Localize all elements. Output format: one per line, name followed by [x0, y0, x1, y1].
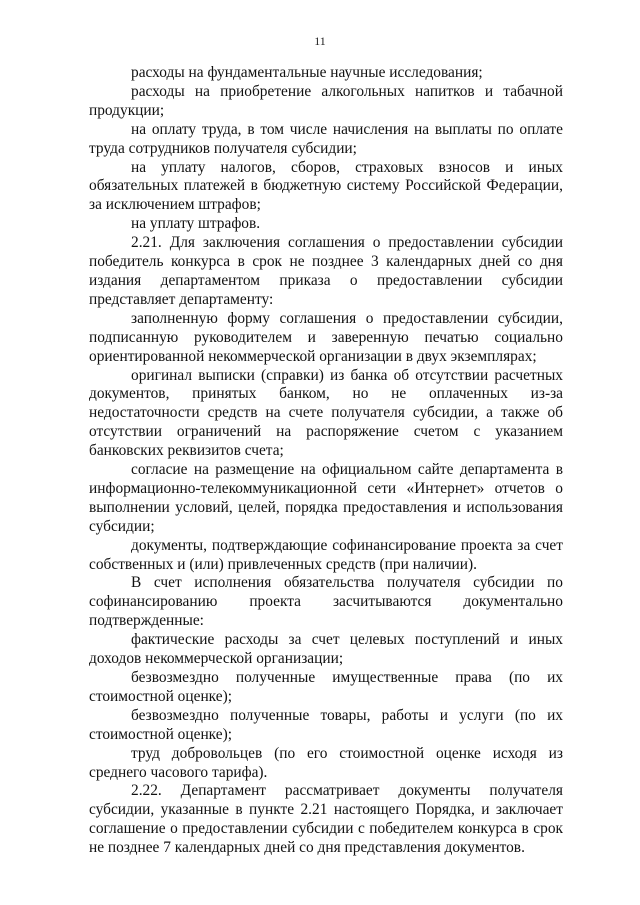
paragraph: 2.21. Для заключения соглашения о предоставлении субсидии победитель конкурса в срок не позднее 3 календарных дней со дня издания департаментом приказа о предоставлении субсидии представляет департаменту: [89, 234, 563, 308]
paragraph: документы, подтверждающие софинансирование проекта за счет собственных и (или) привлеченных средств (при наличии). [89, 536, 563, 573]
paragraph: В счет исполнения обязательства получателя субсидии по софинансированию проекта засчитываются документально подтвержденные: [89, 574, 563, 630]
paragraph: безвозмездно полученные имущественные права (по их стоимостной оценке); [89, 669, 563, 705]
paragraph: на оплату труда, в том числе начисления на выплаты по оплате труда сотрудников получателя субсидии; [89, 120, 563, 157]
paragraph: расходы на фундаментальные научные исследования; [131, 64, 483, 81]
page-number: 11 [314, 34, 326, 48]
paragraph: согласие на размещение на официальном сайте департамента в информационно-телекоммуникационной сети «Интернет» отчетов о выполнении условий, целей, порядка предоставления и использования субсидии; [89, 461, 563, 535]
paragraph: фактические расходы за счет целевых поступлений и иных доходов некоммерческой организации; [89, 631, 563, 668]
document-body [89, 64, 563, 858]
paragraph: безвозмездно полученные товары, работы и услуги (по их стоимостной оценке); [89, 706, 563, 743]
paragraph: оригинал выписки (справки) из банка об отсутствии расчетных документов, принятых банком, но не оплаченных из-за недостаточности средств на счете получателя субсидии, а также об отсутствии ограничений на распоряжение счетом с указанием банковских реквизитов счета; [89, 366, 563, 460]
paragraph: заполненную форму соглашения о предоставлении субсидии, подписанную руководителем и заверенную печатью социально ориентированной некоммерческой организации в двух экземплярах; [89, 309, 563, 365]
paragraph: расходы на приобретение алкогольных напитков и табачной продукции; [89, 82, 563, 119]
paragraph: 2.22. Департамент рассматривает документы получателя субсидии, указанные в пункте 2.21 настоящего Порядка, и заключает соглашение о предоставлении субсидии с победителем конкурса в срок не позднее 7 календарных дней со дня представления документов. [89, 782, 563, 857]
paragraph: труд добровольцев (по его стоимостной оценке исходя из среднего часового тарифа). [89, 744, 563, 781]
paragraph: на уплату штрафов. [131, 215, 261, 233]
paragraph: на уплату налогов, сборов, страховых взносов и иных обязательных платежей в бюджетную систему Российской Федерации, за исключением штрафов; [89, 158, 563, 214]
